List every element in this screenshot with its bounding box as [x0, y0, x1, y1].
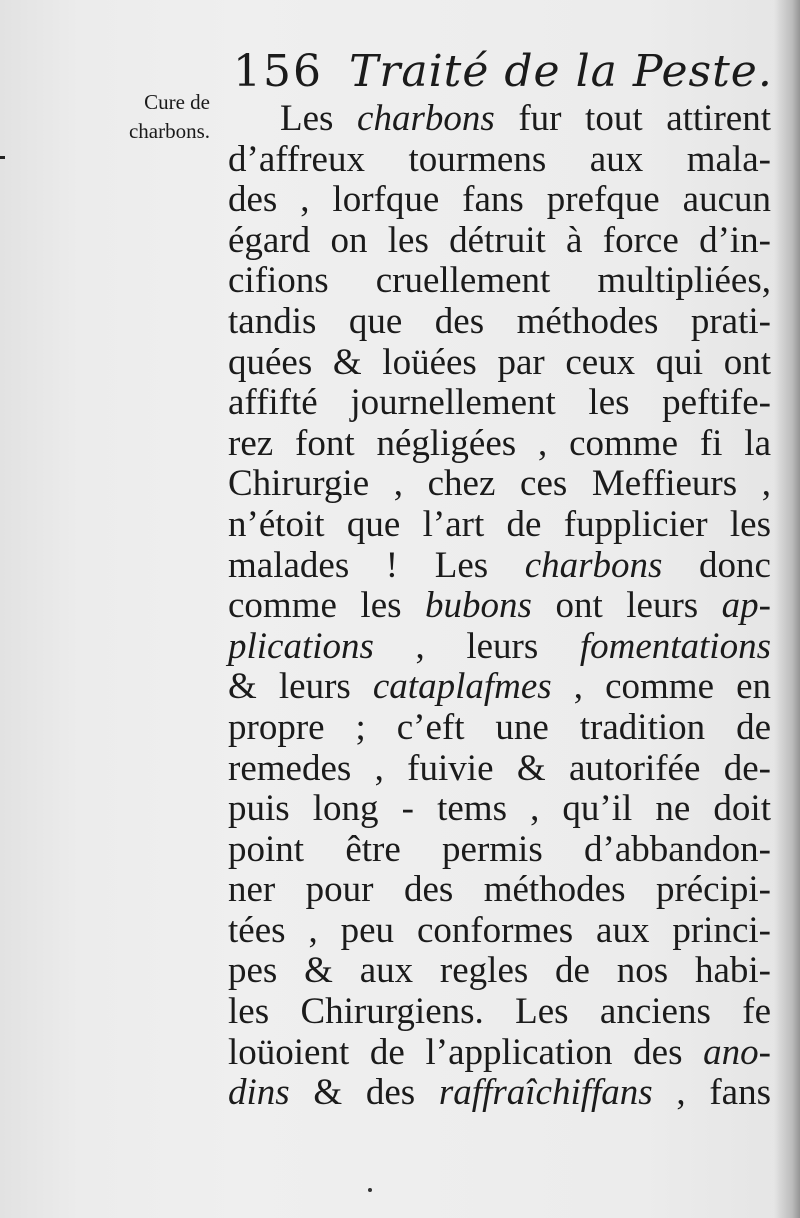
text-line — [228, 99, 771, 140]
running-title: Traité de la Peste. — [348, 46, 773, 97]
text-run: loüoient de l’application des — [228, 1031, 704, 1073]
ink-speck — [368, 1188, 372, 1192]
text-line — [228, 667, 771, 708]
margin-note-line: Cure de — [144, 90, 210, 114]
text-line — [228, 261, 771, 302]
text-run: & des — [289, 1072, 439, 1114]
text-line — [228, 505, 771, 546]
text-line — [228, 708, 771, 749]
text-run: Les — [280, 98, 358, 139]
text-run: malades ! Les — [228, 544, 525, 586]
text-run: puis long - tems , qu’il ne doit — [228, 788, 771, 830]
italic-word: charbons — [524, 544, 663, 586]
text-line — [228, 140, 771, 181]
italic-word: plications — [228, 625, 374, 667]
text-run: remedes , fuivie & autorifée de- — [228, 747, 771, 789]
text-line — [228, 546, 771, 587]
spine-shadow — [774, 0, 800, 1218]
text-line — [228, 586, 771, 627]
italic-word: fomentations — [579, 625, 771, 667]
text-run: des , lorfque fans prefque aucun — [228, 179, 771, 221]
text-line — [228, 343, 771, 384]
text-run: comme les — [228, 585, 426, 627]
text-run: tandis que des méthodes prati- — [228, 300, 771, 342]
text-run: propre ; c’eft une tradition de — [228, 706, 771, 748]
text-line — [228, 951, 771, 992]
text-run: donc — [662, 544, 771, 586]
text-run: point être permis d’abbandon- — [228, 828, 771, 870]
running-header — [233, 44, 773, 100]
text-run: affifté journellement les peftife- — [228, 382, 771, 424]
text-run: fur tout attirent — [494, 98, 771, 139]
text-run: Chirurgie , chez ces Meffieurs , — [228, 463, 771, 505]
text-line — [228, 627, 771, 668]
text-line — [228, 789, 771, 830]
margin-mark — [0, 156, 5, 159]
margin-note — [76, 88, 210, 146]
italic-word: raffraîchiffans — [438, 1072, 653, 1114]
text-line — [228, 383, 771, 424]
text-line — [228, 870, 771, 911]
text-run: n’étoit que l’art de fupplicier les — [228, 503, 771, 545]
text-run: quées & loüées par ceux qui ont — [228, 341, 771, 383]
text-line — [228, 992, 771, 1033]
text-run: ont leurs — [531, 585, 722, 627]
text-run: cifions cruellement multipliées, — [228, 260, 771, 302]
text-run: pes & aux regles de nos habi- — [228, 950, 771, 992]
text-line — [228, 424, 771, 465]
text-run: & leurs — [228, 666, 373, 708]
italic-word: ap- — [721, 585, 771, 627]
text-run: d’affreux tourmens aux mala- — [228, 138, 771, 180]
italic-word: cataplafmes — [372, 666, 552, 708]
text-run: , comme en — [551, 666, 772, 708]
text-line — [228, 221, 771, 262]
text-line — [228, 749, 771, 790]
page-number: 156 — [233, 46, 323, 97]
text-line — [228, 830, 771, 871]
text-run: , leurs — [373, 625, 580, 667]
text-line — [228, 302, 771, 343]
text-run: rez font négligées , comme fi la — [228, 422, 771, 464]
italic-word: dins — [228, 1072, 290, 1114]
text-run: ner pour des méthodes précipi- — [228, 869, 771, 911]
margin-note-line: charbons. — [128, 119, 210, 143]
text-run: égard on les détruit à force d’in- — [228, 219, 771, 261]
text-run: , fans — [652, 1072, 771, 1114]
text-run: les Chirurgiens. Les anciens fe — [228, 991, 771, 1033]
text-line — [228, 1073, 771, 1114]
italic-word: bubons — [425, 585, 532, 627]
text-line — [228, 911, 771, 952]
text-run: tées , peu conformes aux princi- — [228, 909, 771, 951]
text-line — [228, 1033, 771, 1074]
body-text — [228, 99, 771, 1114]
text-line — [228, 464, 771, 505]
text-line — [228, 180, 771, 221]
italic-word: charbons — [357, 98, 495, 139]
italic-word: ano- — [703, 1031, 771, 1073]
